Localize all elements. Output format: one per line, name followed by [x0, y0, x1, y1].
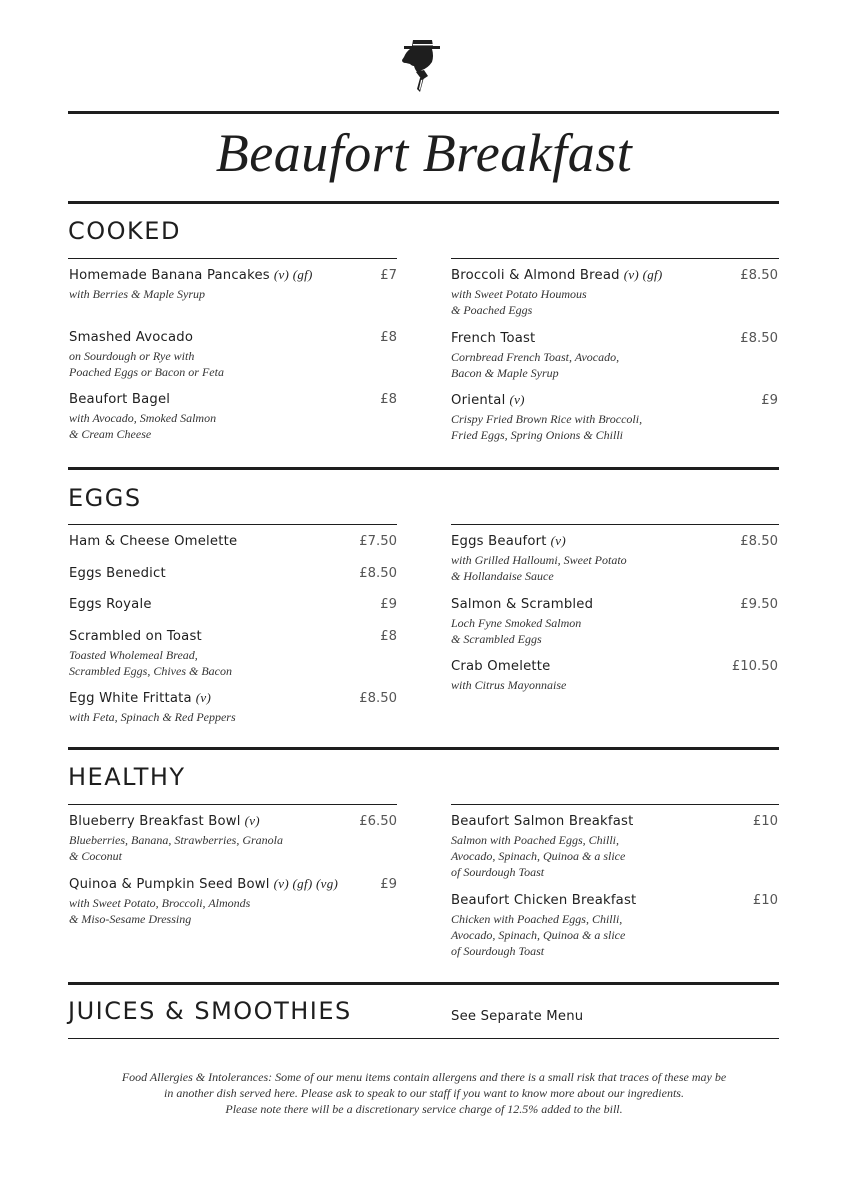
menu-item-name: French Toast: [451, 330, 536, 346]
section-divider-left: [68, 524, 397, 525]
menu-item-price: £7.50: [359, 534, 397, 549]
menu-item-header: [69, 532, 397, 552]
menu-item-description: with Grilled Halloumi, Sweet Potato: [451, 553, 627, 567]
menu-item-price: £10: [752, 893, 778, 908]
menu-item-price: £8.50: [740, 534, 778, 549]
allergy-notice-line: Please note there will be a discretionary service charge of 12.5% added to the bill.: [225, 1102, 623, 1116]
menu-item-description: Fried Eggs, Spring Onions & Chilli: [451, 428, 624, 442]
menu-item-header: [69, 390, 397, 410]
title-divider: [68, 201, 779, 204]
menu-item-header: [451, 891, 778, 911]
menu-item-description: Bacon & Maple Syrup: [451, 365, 559, 380]
menu-item: [69, 266, 397, 302]
section-divider: [68, 467, 779, 470]
menu-item: [69, 390, 397, 442]
menu-item-description: Crispy Fried Brown Rice with Broccoli,: [451, 412, 643, 426]
menu-item-price: £10: [752, 814, 778, 829]
menu-item-price: £9: [761, 393, 778, 408]
menu-item-name: Eggs Beaufort: [451, 534, 547, 549]
menu-item: [451, 329, 778, 381]
menu-item-description: & Coconut: [69, 849, 122, 863]
menu-item-price: £6.50: [359, 814, 397, 829]
menu-item-price: £9.50: [740, 596, 778, 612]
menu-item-price: £9: [380, 597, 397, 612]
menu-item-description: Avocado, Spinach, Quinoa & a slice: [451, 928, 626, 942]
menu-item-name: Beaufort Salmon Breakfast: [451, 814, 634, 829]
section-title-juices: JUICES & SMOOTHIES: [68, 997, 352, 1025]
menu-item-name: Crab Omelette: [451, 659, 551, 674]
menu-item-price: £8.50: [740, 268, 778, 283]
menu-item-description: Blueberries, Banana, Strawberries, Granola: [69, 833, 283, 847]
juices-note: See Separate Menu: [451, 1009, 584, 1024]
section-divider-left: [68, 804, 397, 805]
allergy-notice-line: Food Allergies & Intolerances: Some of our menu items contain allergens and there is a small risk that traces of these may be: [121, 1070, 727, 1084]
menu-item: [451, 391, 778, 443]
menu-item-description: Loch Fyne Smoked Salmon: [451, 615, 582, 630]
menu-item-header: [69, 689, 397, 709]
dietary-tags: (v): [509, 392, 525, 407]
menu-item: [69, 328, 397, 380]
allergy-notice-line: in another dish served here. Please ask to speak to our staff if you want to know more about our ingredients.: [164, 1086, 684, 1100]
dietary-tags: (v): [244, 813, 260, 828]
menu-item-price: £7: [380, 268, 397, 283]
menu-item-description: Poached Eggs or Bacon or Feta: [69, 365, 224, 379]
dietary-tags: (v) (gf) (vg): [273, 876, 339, 891]
menu-item-header: [69, 875, 397, 895]
dietary-tags: (v) (gf): [623, 267, 663, 282]
dietary-tags: (v): [550, 533, 566, 548]
section-title-healthy: HEALTHY: [68, 763, 186, 791]
menu-item-description: with Berries & Maple Syrup: [69, 287, 205, 301]
menu-item: [451, 595, 778, 647]
menu-item-name: Salmon & Scrambled: [451, 596, 594, 612]
menu-item-description: Chicken with Poached Eggs, Chilli,: [451, 912, 623, 926]
menu-item: [69, 875, 397, 927]
menu-item-name: Broccoli & Almond Bread: [451, 268, 620, 283]
menu-item-name: Blueberry Breakfast Bowl: [69, 814, 241, 829]
menu-item-header: [69, 812, 397, 832]
dietary-tags: (v): [195, 690, 212, 705]
menu-item: [69, 627, 397, 679]
menu-item-description: & Hollandaise Sauce: [451, 569, 554, 583]
dietary-tags: (v) (gf): [273, 267, 313, 282]
menu-item-header: [451, 329, 778, 349]
menu-item: [69, 812, 397, 864]
menu-item-description: Cornbread French Toast, Avocado,: [451, 349, 620, 364]
menu-item-description: & Miso-Sesame Dressing: [69, 912, 192, 926]
menu-item: [451, 266, 778, 318]
section-divider-right: [451, 258, 779, 259]
section-title-cooked: COOKED: [68, 217, 181, 245]
menu-item-description: Avocado, Spinach, Quinoa & a slice: [451, 849, 626, 863]
section-title-eggs: EGGS: [68, 484, 142, 512]
menu-item-header: [69, 328, 397, 348]
menu-item: [451, 891, 778, 959]
menu-item: [69, 689, 397, 725]
menu-item-name: Smashed Avocado: [69, 330, 194, 345]
menu-item-header: [451, 391, 778, 411]
menu-item-price: £8: [380, 330, 397, 345]
menu-item-description: Salmon with Poached Eggs, Chilli,: [451, 833, 619, 847]
menu-item-description: of Sourdough Toast: [451, 944, 545, 958]
menu-item-name: Homemade Banana Pancakes: [69, 268, 270, 283]
menu-item-description: with Feta, Spinach & Red Peppers: [69, 710, 236, 724]
menu-item-header: [451, 266, 778, 286]
section-divider-right: [451, 524, 779, 525]
section-divider: [68, 982, 779, 985]
menu-item-price: £10.50: [731, 659, 778, 674]
menu-item-name: Oriental: [451, 393, 506, 408]
menu-item-name: Quinoa & Pumpkin Seed Bowl: [69, 877, 270, 892]
menu-item: [451, 812, 778, 880]
menu-item-price: £8: [380, 392, 397, 407]
menu-item-description: & Poached Eggs: [451, 303, 533, 317]
menu-item-name: Eggs Benedict: [69, 565, 166, 581]
menu-item-price: £8.50: [359, 565, 397, 581]
menu-item: [451, 657, 778, 693]
menu-item-description: Toasted Wholemeal Bread,: [69, 647, 198, 662]
section-divider: [68, 747, 779, 750]
menu-item-header: [69, 564, 397, 584]
menu-item-header: [451, 595, 778, 615]
menu-item-description: Scrambled Eggs, Chives & Bacon: [69, 663, 232, 678]
menu-item-description: with Citrus Mayonnaise: [451, 678, 567, 692]
page-title: Beaufort Breakfast: [215, 123, 633, 183]
menu-item-name: Beaufort Chicken Breakfast: [451, 893, 637, 908]
menu-item-header: [451, 657, 778, 677]
menu-item-description: with Sweet Potato, Broccoli, Almonds: [69, 896, 251, 910]
menu-item-header: [69, 595, 397, 615]
menu-item-name: Beaufort Bagel: [69, 392, 171, 407]
menu-item-name: Ham & Cheese Omelette: [69, 534, 238, 549]
menu-item-name: Egg White Frittata: [69, 691, 192, 706]
allergy-notice: [0, 1069, 848, 1117]
menu-item-description: of Sourdough Toast: [451, 865, 545, 879]
menu-item-header: [451, 532, 778, 552]
menu-item: [451, 532, 778, 584]
top-divider: [68, 111, 779, 114]
section-divider-left: [68, 258, 397, 259]
menu-item-name: Scrambled on Toast: [69, 628, 202, 644]
menu-item-price: £8: [380, 628, 397, 644]
menu-item-header: [69, 627, 397, 647]
menu-item: [69, 532, 397, 552]
logo: [398, 40, 446, 96]
menu-item-description: & Cream Cheese: [69, 427, 152, 441]
menu-item-price: £9: [380, 877, 397, 892]
bottom-divider: [68, 1038, 779, 1039]
menu-item-description: with Sweet Potato Houmous: [451, 287, 587, 301]
menu-item-name: Eggs Royale: [69, 597, 152, 612]
menu-item-description: on Sourdough or Rye with: [69, 349, 195, 363]
menu-item-header: [69, 266, 397, 286]
menu-item-price: £8.50: [359, 691, 397, 706]
menu-item: [69, 564, 397, 584]
menu-item-description: with Avocado, Smoked Salmon: [69, 411, 217, 425]
menu-item-price: £8.50: [740, 330, 778, 346]
menu-item-description: & Scrambled Eggs: [451, 631, 542, 646]
top-hat-dog-icon: [398, 40, 446, 96]
section-divider-right: [451, 804, 779, 805]
menu-item-header: [451, 812, 778, 832]
menu-item: [69, 595, 397, 615]
